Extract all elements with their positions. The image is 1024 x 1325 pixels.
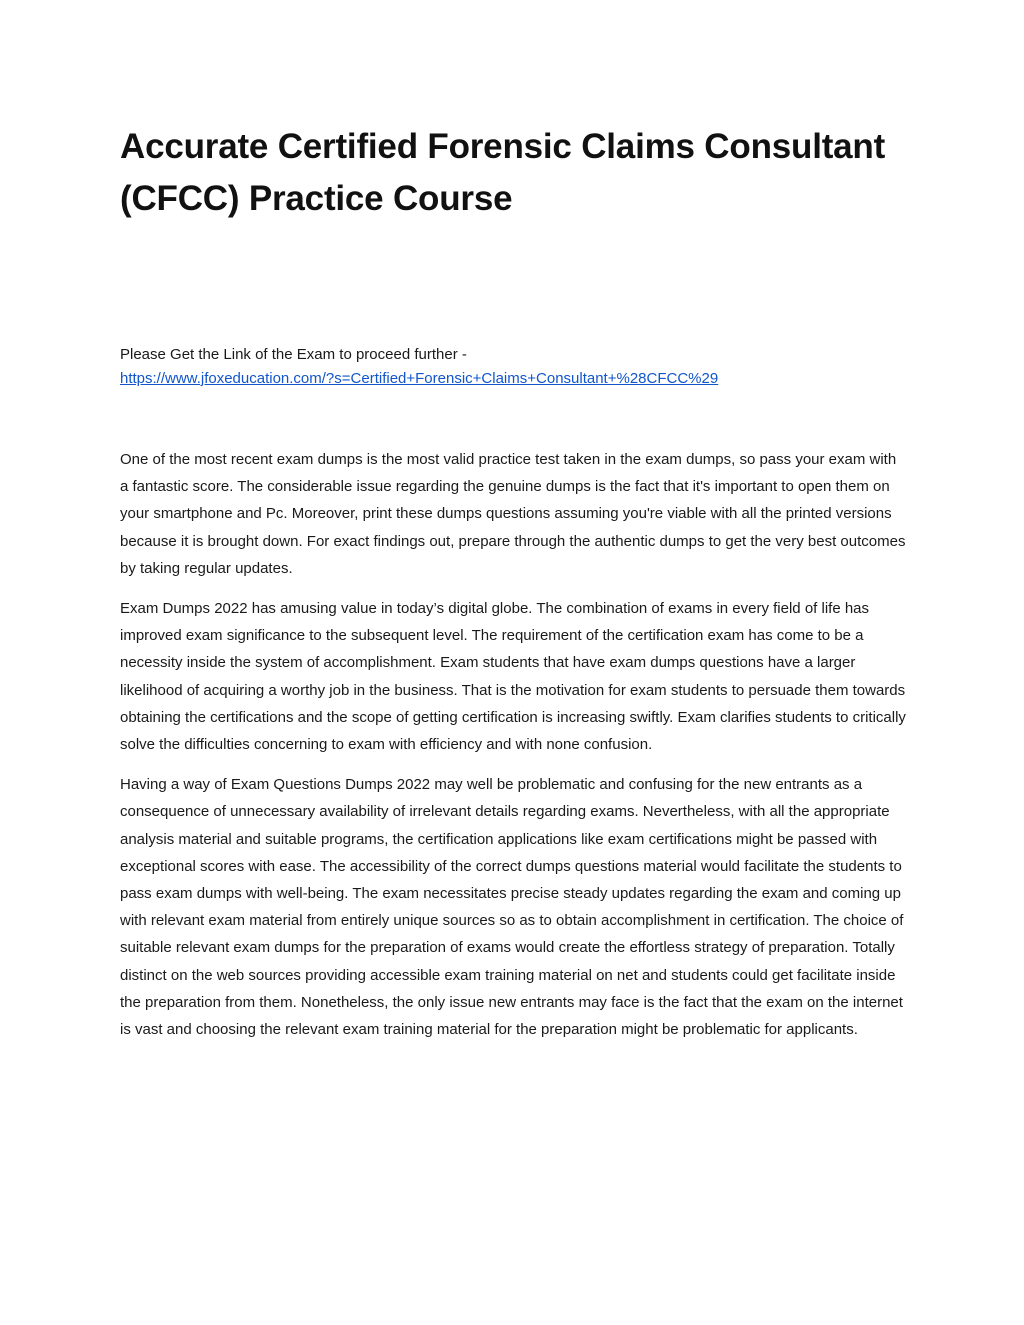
page-title: Accurate Certified Forensic Claims Consultant (CFCC) Practice Course: [120, 127, 886, 218]
exam-link-section: [120, 343, 910, 391]
paragraph-2: Exam Dumps 2022 has amusing value in today’s digital globe. The combination of exams in every field of life has improved exam significance to the subsequent level. The requirement of the certification exam has come to be a necessity inside the system of accomplishment. Exam students that have exam dumps questions have a larger likelihood of acquiring a worthy job in the business. That is the motivation for exam students to persuade them towards obtaining the certifications and the scope of getting certification is increasing swiftly. Exam clarifies students to critically solve the difficulties concerning to exam with efficiency and with none confusion.: [120, 600, 906, 754]
paragraph-3: Having a way of Exam Questions Dumps 2022 may well be problematic and confusing for the new entrants as a consequence of unnecessary availability of irrelevant details regarding exams. Nevertheless, with all the appropriate analysis material and suitable programs, the certification applications like exam certifications might be passed with exceptional scores with ease. The accessibility of the correct dumps questions material would facilitate the students to pass exam dumps with well-being. The exam necessitates precise steady updates regarding the exam and coming up with relevant exam material from entirely unique sources so as to obtain accomplishment in certification. The choice of suitable relevant exam dumps for the preparation of exams would create the effortless strategy of preparation. Totally distinct on the web sources providing accessible exam training material on net and students could get facilitate inside the preparation from them. Nonetheless, the only issue new entrants may face is the fact that the exam on the internet is vast and choosing the relevant exam training material for the preparation might be problematic for applicants.: [120, 776, 904, 1039]
article-body: [120, 446, 906, 1056]
exam-link[interactable]: https://www.jfoxeducation.com/?s=Certified+Forensic+Claims+Consultant+%28CFCC%29: [120, 370, 719, 387]
paragraph-1: One of the most recent exam dumps is the most valid practice test taken in the exam dumps, so pass your exam with a fantastic score. The considerable issue regarding the genuine dumps is the fact that it's important to open them on your smartphone and Pc. Moreover, print these dumps questions assuming you're viable with all the printed versions because it is brought down. For exact findings out, prepare through the authentic dumps to get the very best outcomes by taking regular updates.: [120, 451, 906, 577]
link-intro-text: Please Get the Link of the Exam to proceed further -: [120, 346, 467, 363]
